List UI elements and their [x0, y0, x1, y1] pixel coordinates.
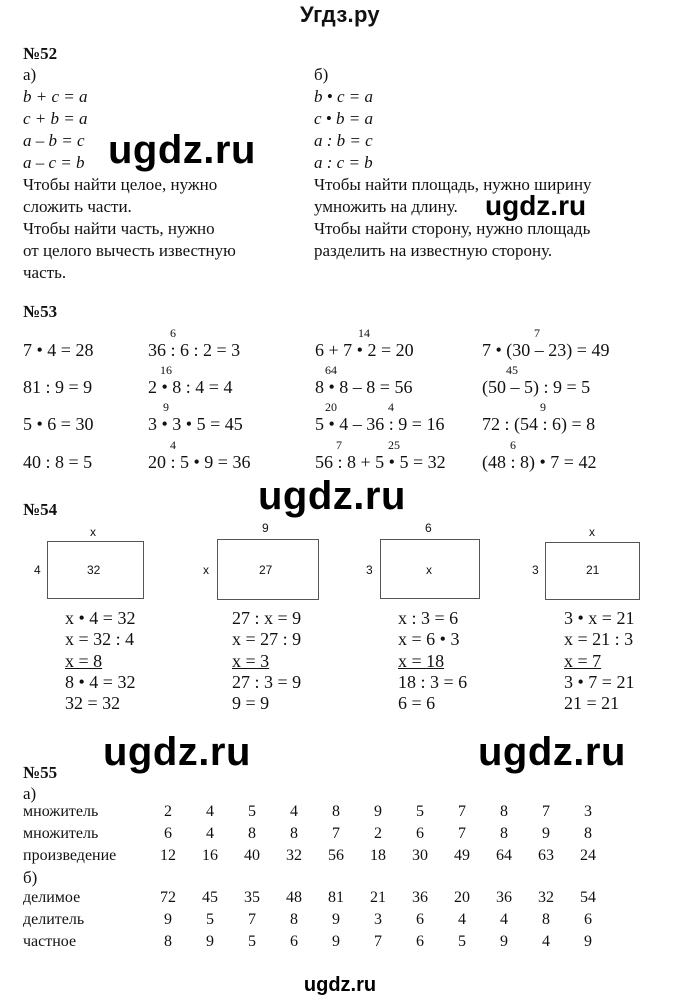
solution-line: 6 = 6 [398, 693, 436, 713]
rect-side-label: 3 [366, 563, 373, 577]
formula: a : c = b [314, 153, 373, 172]
table-cell: 5 [248, 803, 256, 820]
table-cell: 4 [458, 911, 466, 928]
table-cell: 36 [412, 889, 428, 906]
table-cell: 5 [416, 803, 424, 820]
solution-line: 3 • x = 21 [564, 608, 635, 628]
part-label: б) [23, 868, 38, 887]
table-cell: 6 [416, 825, 424, 842]
table-cell: 4 [206, 803, 214, 820]
row-label: делимое [23, 889, 81, 906]
solution-line: x • 4 = 32 [65, 608, 136, 628]
step-note: 7 [534, 326, 540, 340]
watermark: ugdz.ru [478, 730, 626, 774]
row-label: произведение [23, 847, 117, 864]
row-label: частное [23, 933, 77, 950]
table-cell: 35 [244, 889, 260, 906]
table-cell: 3 [374, 911, 382, 928]
solution-line: x = 27 : 9 [232, 629, 302, 649]
expression: 7 • 4 = 28 [23, 340, 94, 360]
table-cell: 5 [458, 933, 466, 950]
table-cell: 5 [248, 933, 256, 950]
rule-text: умножить на длину. [314, 197, 458, 216]
step-note: 6 [510, 438, 516, 452]
table-cell: 7 [332, 825, 340, 842]
footer-watermark: ugdz.ru [303, 974, 377, 996]
expression: 72 : (54 : 6) = 8 [482, 414, 596, 434]
table-cell: 5 [206, 911, 214, 928]
rule-text: Чтобы найти часть, нужно [23, 219, 215, 238]
rect-top-label: 6 [425, 521, 432, 535]
table-cell: 6 [416, 911, 424, 928]
rule-text: от целого вычесть известную [23, 241, 236, 260]
part-label: а) [23, 784, 37, 803]
expression: (48 : 8) • 7 = 42 [482, 452, 597, 472]
task-number: №53 [23, 302, 58, 321]
table-cell: 8 [164, 933, 172, 950]
table-cell: 8 [290, 911, 298, 928]
expression: 40 : 8 = 5 [23, 452, 93, 472]
table-cell: 7 [458, 803, 466, 820]
watermark: ugdz.ru [108, 128, 256, 172]
rule-text: часть. [23, 263, 67, 282]
solution-answer: x = 3 [232, 651, 270, 671]
table-cell: 49 [454, 847, 470, 864]
rect-side-label: 3 [532, 563, 539, 577]
step-note: 9 [540, 400, 546, 414]
expression: 2 • 8 : 4 = 4 [148, 377, 233, 397]
table-cell: 7 [374, 933, 382, 950]
rect-side-label: 4 [34, 563, 41, 577]
table-cell: 7 [458, 825, 466, 842]
table-cell: 4 [500, 911, 508, 928]
table-cell: 2 [164, 803, 172, 820]
table-cell: 21 [370, 889, 386, 906]
expression: 5 • 6 = 30 [23, 414, 94, 434]
part-label: б) [314, 65, 329, 84]
table-cell: 30 [412, 847, 428, 864]
table-cell: 24 [580, 847, 596, 864]
table-cell: 32 [538, 889, 554, 906]
solution-answer: x = 8 [65, 651, 103, 671]
table-cell: 4 [290, 803, 298, 820]
table-cell: 8 [290, 825, 298, 842]
table-cell: 9 [206, 933, 214, 950]
watermark: ugdz.ru [485, 190, 587, 221]
row-label: множитель [23, 825, 99, 842]
table-cell: 36 [496, 889, 512, 906]
table-cell: 8 [248, 825, 256, 842]
table-cell: 9 [332, 933, 340, 950]
step-note: 9 [163, 400, 169, 414]
table-cell: 6 [416, 933, 424, 950]
solution-line: 3 • 7 = 21 [564, 672, 635, 692]
expression: 7 • (30 – 23) = 49 [482, 340, 610, 360]
solution-line: x : 3 = 6 [398, 608, 459, 628]
table-cell: 9 [332, 911, 340, 928]
formula: b + c = a [23, 87, 88, 106]
table-cell: 12 [160, 847, 176, 864]
watermark: ugdz.ru [103, 730, 251, 774]
table-cell: 6 [290, 933, 298, 950]
table-cell: 56 [328, 847, 344, 864]
formula: c • b = a [314, 109, 373, 128]
formula: a – b = c [23, 131, 85, 150]
solution-line: 18 : 3 = 6 [398, 672, 468, 692]
expression: 3 • 3 • 5 = 45 [148, 414, 243, 434]
expression: 81 : 9 = 9 [23, 377, 93, 397]
table-cell: 8 [584, 825, 592, 842]
rect-side-label: x [203, 563, 209, 577]
table-cell: 9 [374, 803, 382, 820]
task-number: №52 [23, 44, 58, 63]
expression: 5 • 4 – 36 : 9 = 16 [315, 414, 445, 434]
expression: 36 : 6 : 2 = 3 [148, 340, 241, 360]
table-cell: 2 [374, 825, 382, 842]
table-cell: 9 [164, 911, 172, 928]
part-label: а) [23, 65, 37, 84]
table-cell: 9 [500, 933, 508, 950]
solution-line: x = 21 : 3 [564, 629, 634, 649]
expression: (50 – 5) : 9 = 5 [482, 377, 591, 397]
table-cell: 3 [584, 803, 592, 820]
table-cell: 9 [542, 825, 550, 842]
table-cell: 72 [160, 889, 176, 906]
table-cell: 4 [206, 825, 214, 842]
step-note: 4 [170, 438, 176, 452]
table-cell: 54 [580, 889, 596, 906]
rule-text: разделить на известную сторону. [314, 241, 553, 260]
rect-top-label: x [589, 525, 595, 539]
table-cell: 45 [202, 889, 218, 906]
rule-text: сложить части. [23, 197, 132, 216]
table-cell: 8 [542, 911, 550, 928]
step-note: 14 [358, 326, 370, 340]
table-cell: 40 [244, 847, 260, 864]
step-note: 7 [336, 438, 342, 452]
step-note: 25 [388, 438, 400, 452]
solution-line: x = 6 • 3 [398, 629, 460, 649]
rule-text: Чтобы найти сторону, нужно площадь [314, 219, 591, 238]
site-title: Угдз.ру [300, 2, 380, 27]
table-cell: 63 [538, 847, 554, 864]
rect-area-label: 32 [87, 563, 101, 577]
rect-area-label: 21 [586, 563, 600, 577]
row-label: множитель [23, 803, 99, 820]
step-note: 20 [325, 400, 337, 414]
formula: c + b = a [23, 109, 88, 128]
solution-line: 21 = 21 [564, 693, 620, 713]
formula: a : b = c [314, 131, 373, 150]
table-cell: 18 [370, 847, 386, 864]
row-label: делитель [23, 911, 85, 928]
table-cell: 32 [286, 847, 302, 864]
expression: 20 : 5 • 9 = 36 [148, 452, 251, 472]
rect-area-label: x [426, 563, 432, 577]
table-cell: 6 [584, 911, 592, 928]
rect-top-label: x [90, 525, 96, 539]
solution-line: x = 32 : 4 [65, 629, 135, 649]
formula: a – c = b [23, 153, 85, 172]
expression: 56 : 8 + 5 • 5 = 32 [315, 452, 446, 472]
step-note: 4 [388, 400, 394, 414]
table-cell: 6 [164, 825, 172, 842]
solution-line: 9 = 9 [232, 693, 270, 713]
table-cell: 8 [332, 803, 340, 820]
table-cell: 9 [584, 933, 592, 950]
solution-answer: x = 7 [564, 651, 602, 671]
rule-text: Чтобы найти площадь, нужно ширину [314, 175, 592, 194]
solution-line: 8 • 4 = 32 [65, 672, 136, 692]
rect-area-label: 27 [259, 563, 273, 577]
formula: b • c = a [314, 87, 373, 106]
step-note: 45 [506, 363, 518, 377]
expression: 8 • 8 – 8 = 56 [315, 377, 413, 397]
table-cell: 48 [286, 889, 302, 906]
table-cell: 8 [500, 803, 508, 820]
solution-line: 27 : x = 9 [232, 608, 302, 628]
table-cell: 8 [500, 825, 508, 842]
step-note: 64 [325, 363, 337, 377]
expression: 6 + 7 • 2 = 20 [315, 340, 414, 360]
table-cell: 64 [496, 847, 512, 864]
table-cell: 4 [542, 933, 550, 950]
task-number: №55 [23, 763, 58, 782]
task-number: №54 [23, 500, 58, 519]
table-cell: 16 [202, 847, 218, 864]
step-note: 6 [170, 326, 176, 340]
watermark: ugdz.ru [258, 474, 406, 518]
table-cell: 7 [248, 911, 256, 928]
solution-line: 32 = 32 [65, 693, 121, 713]
solution-answer: x = 18 [398, 651, 445, 671]
rect-top-label: 9 [262, 521, 269, 535]
table-cell: 81 [328, 889, 344, 906]
table-cell: 7 [542, 803, 550, 820]
table-cell: 20 [454, 889, 470, 906]
solution-line: 27 : 3 = 9 [232, 672, 302, 692]
step-note: 16 [160, 363, 172, 377]
rule-text: Чтобы найти целое, нужно [23, 175, 218, 194]
